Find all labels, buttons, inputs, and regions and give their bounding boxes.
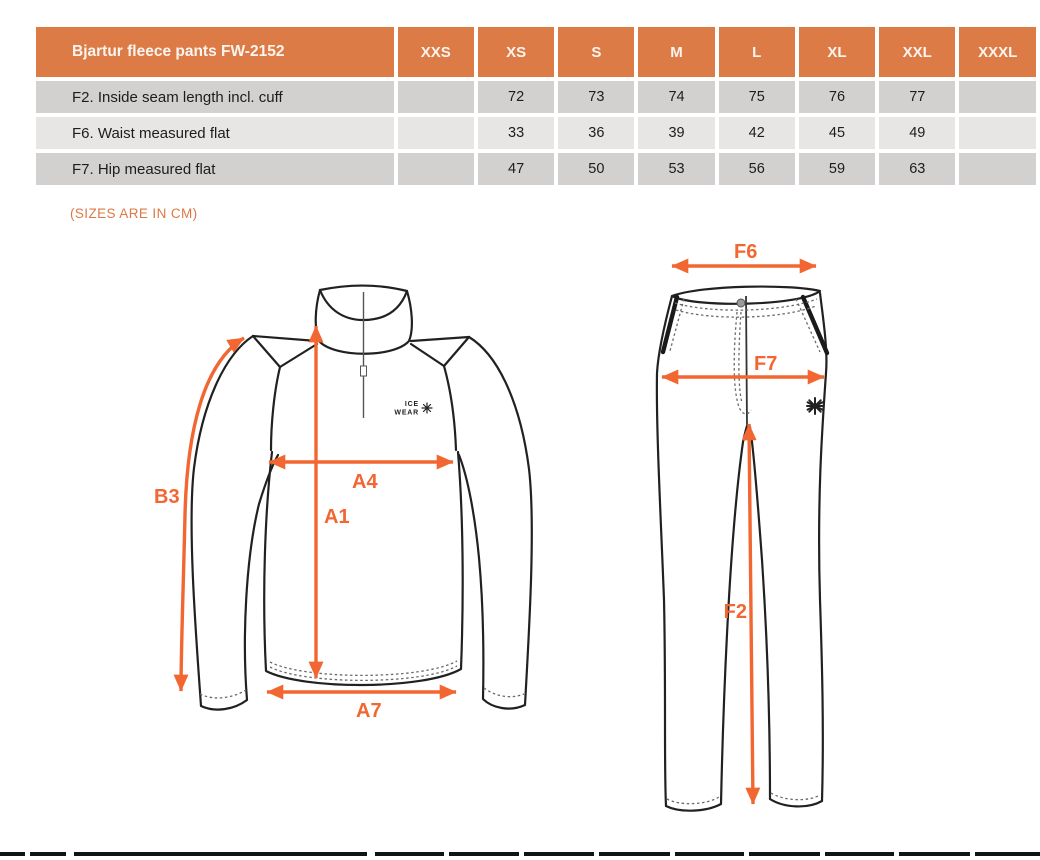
table-border-fragment xyxy=(599,852,670,856)
size-header-xxxl: XXXL xyxy=(959,27,1036,77)
fleece-top-diagram xyxy=(150,250,590,740)
waist-button xyxy=(737,299,745,307)
measure-label-a7: A7 xyxy=(356,700,382,722)
table-border-fragment xyxy=(975,852,1040,856)
value-cell: 47 xyxy=(478,153,554,185)
table-border-fragment xyxy=(30,852,66,856)
snowflake-logo-icon xyxy=(807,398,823,414)
value-cell: 45 xyxy=(799,117,875,149)
value-cell: 50 xyxy=(558,153,634,185)
size-header-xxl: XXL xyxy=(879,27,955,77)
table-border-fragment xyxy=(524,852,594,856)
table-border-fragment xyxy=(825,852,894,856)
measure-label-a4: A4 xyxy=(352,471,378,493)
logo-burst-icon xyxy=(422,403,432,413)
size-header-m: M xyxy=(638,27,714,77)
pants-outline xyxy=(657,293,827,811)
table-border-fragment xyxy=(675,852,744,856)
value-cell: 72 xyxy=(478,81,554,113)
value-cell: 74 xyxy=(638,81,714,113)
table-border-fragment xyxy=(375,852,444,856)
measurement-row-f2 xyxy=(36,81,1036,113)
size-header-l: L xyxy=(719,27,795,77)
value-cell: 59 xyxy=(799,153,875,185)
value-cell: 76 xyxy=(799,81,875,113)
size-table-header-row xyxy=(36,27,1036,77)
value-cell: 56 xyxy=(719,153,795,185)
value-cell: 53 xyxy=(638,153,714,185)
fleece-top-outline xyxy=(192,290,532,710)
size-header-xl: XL xyxy=(799,27,875,77)
size-header-xxs: XXS xyxy=(398,27,474,77)
measure-label-f6: F6 xyxy=(734,241,758,263)
fleece-pants-diagram xyxy=(628,235,930,835)
value-cell xyxy=(398,81,474,113)
value-cell: 73 xyxy=(558,81,634,113)
svg-text:ICE: ICE xyxy=(404,401,419,408)
measure-label-b3: B3 xyxy=(154,486,180,508)
sizes-unit-note: (SIZES ARE IN CM) xyxy=(70,206,198,221)
value-cell xyxy=(959,117,1036,149)
value-cell: 75 xyxy=(719,81,795,113)
table-border-fragment xyxy=(449,852,519,856)
size-header-s: S xyxy=(558,27,634,77)
table-border-fragment xyxy=(74,852,367,856)
measurement-row-f6 xyxy=(36,117,1036,149)
measure-label-f2: F2 xyxy=(723,601,747,623)
measurement-label: F2. Inside seam length incl. cuff xyxy=(36,81,394,113)
pants-measurement-arrows xyxy=(662,241,824,804)
value-cell xyxy=(398,117,474,149)
icewear-logo xyxy=(394,401,432,417)
value-cell: 77 xyxy=(879,81,955,113)
value-cell: 33 xyxy=(478,117,554,149)
size-table xyxy=(32,23,1040,189)
svg-text:WEAR: WEAR xyxy=(394,409,419,417)
size-header-xs: XS xyxy=(478,27,554,77)
value-cell xyxy=(959,81,1036,113)
measurement-row-f7 xyxy=(36,153,1036,185)
pants-stitch-lines xyxy=(667,299,820,804)
value-cell xyxy=(398,153,474,185)
value-cell: 39 xyxy=(638,117,714,149)
value-cell: 63 xyxy=(879,153,955,185)
value-cell: 36 xyxy=(558,117,634,149)
table-border-fragment xyxy=(0,852,25,856)
value-cell: 42 xyxy=(719,117,795,149)
value-cell xyxy=(959,153,1036,185)
zipper xyxy=(361,292,367,418)
measurement-arrows xyxy=(154,326,456,722)
table-border-fragment xyxy=(899,852,970,856)
table-border-fragment xyxy=(749,852,820,856)
product-title-cell: Bjartur fleece pants FW-2152 xyxy=(36,27,394,77)
measurement-label: F6. Waist measured flat xyxy=(36,117,394,149)
measure-label-a1: A1 xyxy=(324,506,350,528)
measurement-label: F7. Hip measured flat xyxy=(36,153,394,185)
measure-label-f7: F7 xyxy=(754,353,778,375)
value-cell: 49 xyxy=(879,117,955,149)
